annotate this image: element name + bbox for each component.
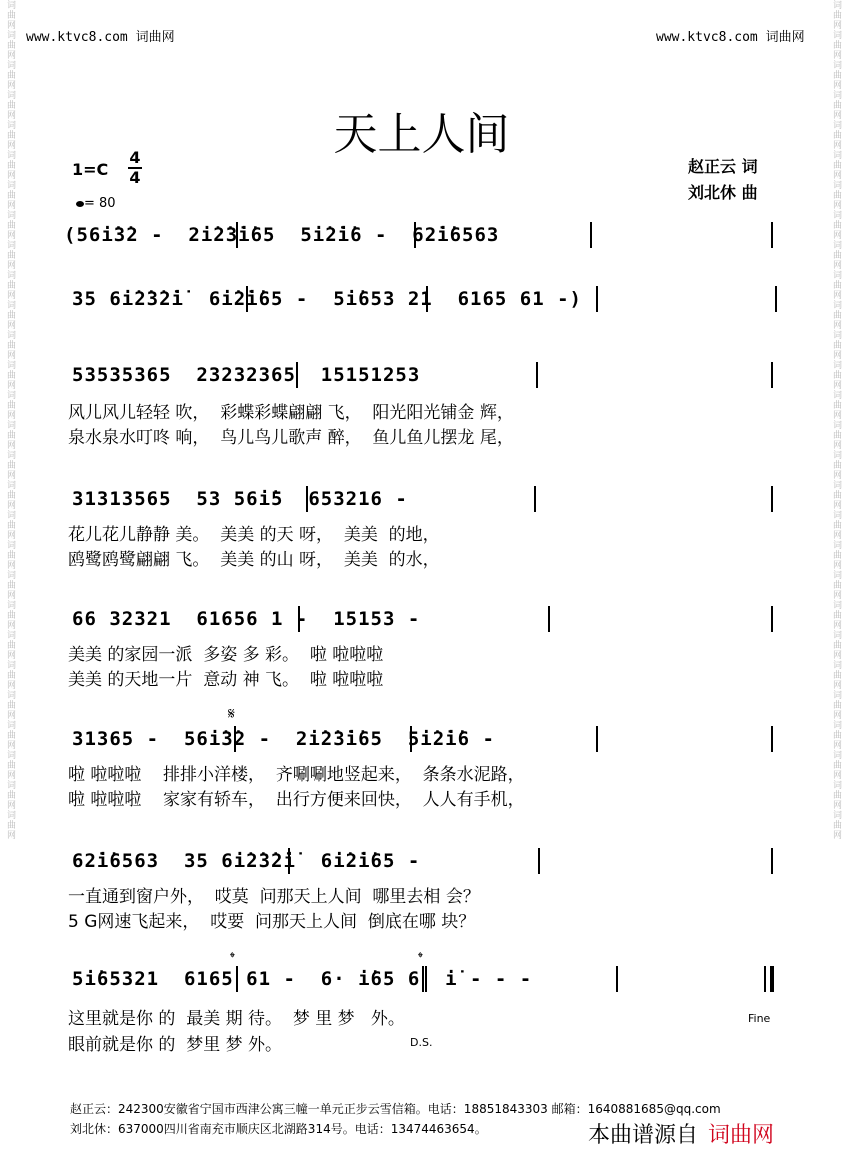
- lyric-row-6-verse-1: 啦 啦啦啦 排排小洋楼， 齐唰唰地竖起来， 条条水泥路，: [68, 765, 525, 785]
- coda-sign-2: 𝄌: [418, 950, 423, 966]
- footer-lyricist-contact: 赵正云：242300安徽省宁国市西津公寓三幢一单元正步云雪信箱。电话：18851843303 邮箱：1640881685@qq.com: [70, 1102, 721, 1116]
- lyric-row-8-verse-2: 眼前就是你 的 梦里 梦 外。: [68, 1035, 283, 1055]
- lyric-row-4-verse-2: 鸥鹭鸥鹭翩翩 飞。 美美 的山 呀， 美美 的水，: [68, 550, 440, 570]
- notation-row-7: 62̇i̇6563 35 6i̇2̇3̇2̇i̇ 6i̇2̇i̇65 -: [72, 850, 421, 872]
- header-url-right: www.ktvc8.com 词曲网: [656, 30, 805, 45]
- lyric-row-8-verse-1: 这里就是你 的 最美 期 待。 梦 里 梦 外。: [68, 1009, 405, 1029]
- notation-row-1: (56i̇3̇2 - 2i̇2̇3̇i̇65 5i̇2̇i̇6 - 62̇i̇6563: [64, 224, 500, 246]
- quarter-note-icon: [76, 201, 84, 207]
- left-watermark-strip: 词曲网词曲网词曲网词曲网词曲网词曲网词曲网词曲网词曲网词曲网词曲网词曲网词曲网词曲网词曲网词曲网词曲网词曲网词曲网词曲网词曲网词曲网词曲网词曲网词曲网词曲网词曲网词曲网: [5, 0, 15, 840]
- lyric-row-6-verse-2: 啦 啦啦啦 家家有轿车， 出行方便来回快， 人人有手机，: [68, 790, 525, 810]
- source-credit: [588, 1118, 774, 1149]
- notation-row-6: 31365 - 56i̇3̇2 - 2i̇2̇3̇i̇65 5i̇2̇i̇6 -: [72, 728, 495, 750]
- footer-composer-contact: 刘北休：637000四川省南充市顺庆区北湖路314号。电话：13474463654。: [70, 1122, 487, 1136]
- lyric-row-5-verse-1: 美美 的家园一派 多姿 多 彩。 啦 啦啦啦: [68, 645, 384, 665]
- time-signature-bottom: 4: [129, 168, 141, 187]
- lyric-row-3-verse-1: 风儿风儿轻轻 吹， 彩蝶彩蝶翩翩 飞， 阳光阳光铺金 辉，: [68, 403, 514, 423]
- ds-marking: D.S.: [410, 1036, 433, 1049]
- notation-row-5: 66 32321 61656 1 - 15153 -: [72, 608, 421, 630]
- lyricist-credit: 赵正云 词: [688, 157, 758, 176]
- key-signature: 1=C: [72, 160, 109, 179]
- source-brand-link[interactable]: 词曲网: [708, 1123, 775, 1148]
- coda-sign-1: 𝄌: [230, 950, 235, 966]
- time-signature-top: 4: [129, 148, 141, 167]
- fine-marking: Fine: [748, 1012, 771, 1025]
- tempo-marking: [76, 196, 116, 211]
- source-label: 本曲谱源自: [588, 1123, 699, 1148]
- notation-row-8: 5i̇65321 6165 61 - 6· i̇65 6 i̇ - - -: [72, 968, 533, 990]
- right-watermark-strip: 词曲网词曲网词曲网词曲网词曲网词曲网词曲网词曲网词曲网词曲网词曲网词曲网词曲网词曲网词曲网词曲网词曲网词曲网词曲网词曲网词曲网词曲网词曲网词曲网词曲网词曲网词曲网词曲网: [831, 0, 841, 840]
- notation-row-4: 31313565 53 56i̇5 653216 -: [72, 488, 408, 510]
- lyric-row-3-verse-2: 泉水泉水叮咚 响， 鸟儿鸟儿歌声 醉， 鱼儿鱼儿摆龙 尾，: [68, 428, 514, 448]
- composer-credit: 刘北休 曲: [688, 183, 758, 202]
- lyric-row-5-verse-2: 美美 的天地一片 意动 神 飞。 啦 啦啦啦: [68, 670, 384, 690]
- lyric-row-7-verse-2: 5 G网速飞起来， 哎要 问那天上人间 倒底在哪 块？: [68, 912, 476, 932]
- lyric-row-4-verse-1: 花儿花儿静静 美。 美美 的天 呀， 美美 的地，: [68, 525, 440, 545]
- song-title: 天上人间: [333, 109, 510, 160]
- tempo-value: = 80: [84, 196, 116, 211]
- lyric-row-7-verse-1: 一直通到窗户外， 哎莫 问那天上人间 哪里去相 会？: [68, 887, 480, 907]
- notation-row-2: 35 6i̇2̇3̇2̇i̇ 6i̇2̇i̇65 - 5i̇653 21 6165 61 -): [72, 288, 582, 310]
- header-url-left: www.ktvc8.com 词曲网: [26, 30, 175, 45]
- segno-sign: 𝄋: [228, 704, 235, 723]
- notation-row-3: 53535365 23232365 15151253: [72, 364, 421, 386]
- time-signature: [128, 150, 142, 186]
